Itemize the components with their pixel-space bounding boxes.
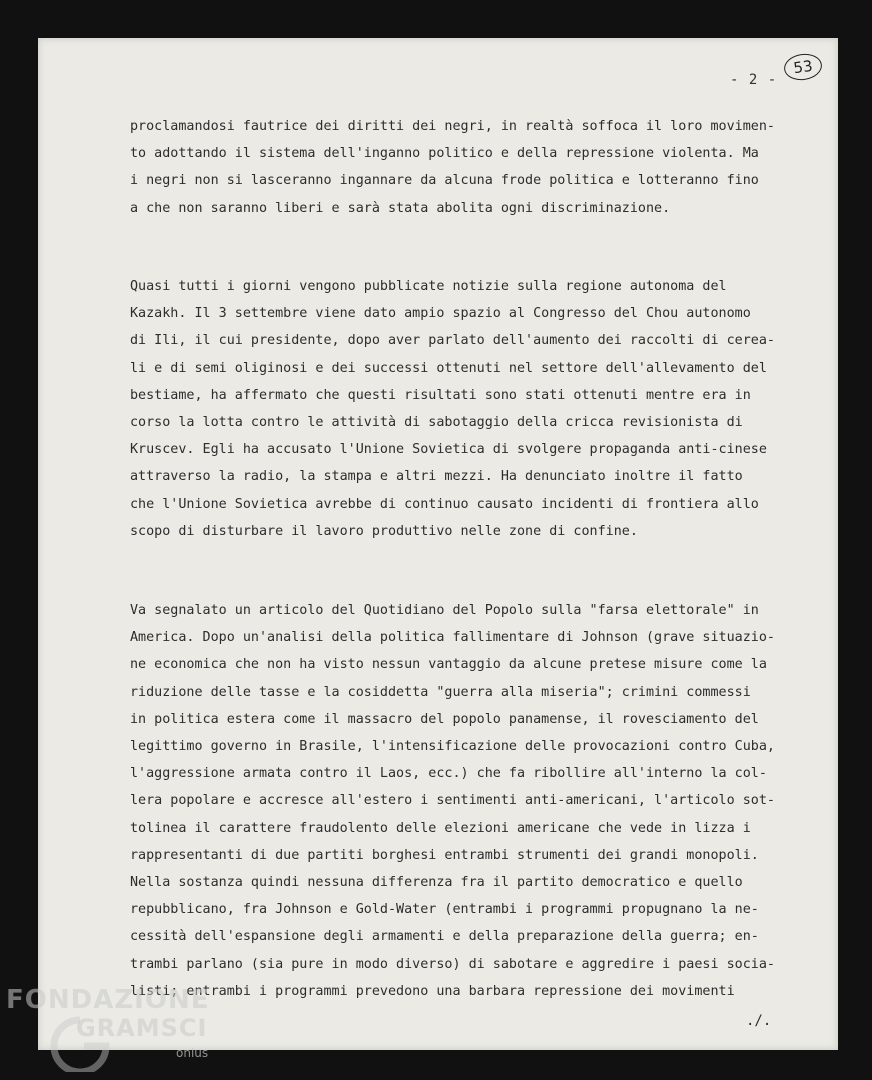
text-line: cessità dell'espansione degli armamenti e della preparazione della guerra; en- xyxy=(130,929,759,945)
text-line: di Ili, il cui presidente, dopo aver parlato dell'aumento dei raccolti di cerea- xyxy=(130,333,775,349)
watermark-gramsci: GRAMSCI xyxy=(76,1014,208,1042)
text-line: America. Dopo un'analisi della politica fallimentare di Johnson (grave situazio- xyxy=(130,630,775,646)
text-line: i negri non si lasceranno ingannare da alcuna frode politica e lotteranno fino xyxy=(130,173,759,189)
continuation-mark: ./. xyxy=(746,1013,772,1029)
text-line: riduzione delle tasse e la cosiddetta "guerra alla miseria"; crimini commessi xyxy=(130,684,751,700)
text-line: ne economica che non ha visto nessun vantaggio da alcune pretese misure come la xyxy=(130,657,767,673)
watermark-onlus: onlus xyxy=(176,1046,209,1060)
text-line: bestiame, ha affermato che questi risultati sono stati ottenuti mentre era in xyxy=(130,387,751,403)
text-line: corso la lotta contro le attività di sabotaggio della cricca revisionista di xyxy=(130,415,743,430)
text-line: che l'Unione Sovietica avrebbe di continuo causato incidenti di frontiera allo xyxy=(130,496,759,512)
archive-number-stamp: 53 xyxy=(782,51,823,82)
watermark-fondazione: FONDAZIONE xyxy=(6,985,210,1015)
text-line: Kruscev. Egli ha accusato l'Unione Sovietica di svolgere propaganda anti-cinese xyxy=(130,442,767,458)
text-line: lera popolare e accresce all'estero i sentimenti anti-americani, l'articolo sot- xyxy=(130,793,775,809)
text-line: to adottando il sistema dell'inganno politico e della repressione violenta. Ma xyxy=(130,146,759,162)
text-line: Kazakh. Il 3 settembre viene dato ampio spazio al Congresso del Chou autonomo xyxy=(130,306,751,322)
text-line: l'aggressione armata contro il Laos, ecc.) che fa ribollire all'interno la col- xyxy=(130,766,767,782)
text-line: scopo di disturbare il lavoro produttivo nelle zone di confine. xyxy=(130,523,638,539)
text-line: listi; entrambi i programmi prevedono una barbara repressione dei movimenti xyxy=(130,983,735,999)
text-line: tolinea il carattere fraudolento delle elezioni americane che vede in lizza i xyxy=(130,820,751,836)
text-line: rappresentanti di due partiti borghesi entrambi strumenti dei grandi monopoli. xyxy=(130,847,759,863)
text-line: repubblicano, fra Johnson e Gold-Water (entrambi i programmi propugnano la ne- xyxy=(130,902,759,918)
text-line: Quasi tutti i giorni vengono pubblicate notizie sulla regione autonoma del xyxy=(130,279,727,294)
text-line: a che non saranno liberi e sarà stata abolita ogni discriminazione. xyxy=(130,200,671,216)
text-line: Va segnalato un articolo del Quotidiano del Popolo sulla "farsa elettorale" in xyxy=(130,603,759,618)
text-line: Nella sostanza quindi nessuna differenza fra il partito democratico e quello xyxy=(130,875,743,890)
text-line: attraverso la radio, la stampa e altri mezzi. Ha denunciato inoltre il fatto xyxy=(130,469,743,485)
text-line: li e di semi oliginosi e dei successi ottenuti nel settore dell'allevamento del xyxy=(130,360,767,376)
text-line: in politica estera come il massacro del popolo panamense, il rovesciamento del xyxy=(130,711,759,727)
page-number: - 2 - xyxy=(730,72,778,88)
text-line: trambi parlano (sia pure in modo diverso) di sabotare e aggredire i paesi socia- xyxy=(130,956,775,972)
text-line: legittimo governo in Brasile, l'intensificazione delle provocazioni contro Cuba, xyxy=(130,739,775,754)
text-line: proclamandosi fautrice dei diritti dei negri, in realtà soffoca il loro movimen- xyxy=(130,119,775,134)
